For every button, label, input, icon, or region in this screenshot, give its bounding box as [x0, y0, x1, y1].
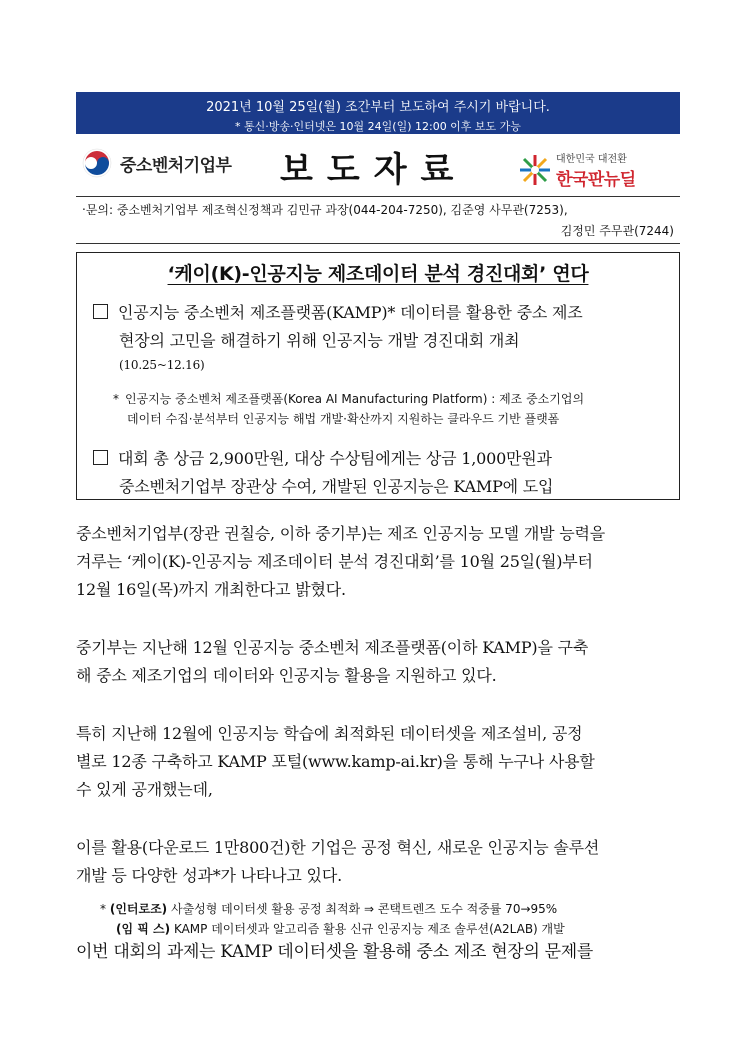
summary-bullet-1 — [93, 299, 673, 375]
checkbox-square-icon — [93, 450, 108, 465]
p2-line1: 중기부는 지난해 12월 인공지능 중소벤처 제조플랫폼(이하 KAMP)을 구축 — [76, 638, 589, 657]
contact-line2: 김정민 주무관(7244) — [560, 224, 674, 238]
p1-line2: 겨루는 ‘케이(K)-인공지능 제조데이터 분석 경진대회’를 10월 25일(월)부터 — [76, 552, 593, 571]
bullet1-line1: 인공지능 중소벤처 제조플랫폼(KAMP)* 데이터를 활용한 중소 제조 — [118, 303, 583, 322]
p1-line3: 12월 16일(목)까지 개최한다고 밝혔다. — [76, 580, 346, 599]
paragraph-4 — [76, 834, 680, 890]
p3-line3: 수 있게 공개했는데, — [76, 780, 213, 799]
summary-note — [113, 389, 673, 429]
summary-box — [76, 252, 680, 500]
checkbox-square-icon — [93, 304, 108, 319]
p4-line1: 이를 활용(다운로드 1만800건)한 기업은 공정 혁신, 새로운 인공지능 솔루션 — [76, 838, 600, 857]
paragraph-5 — [76, 938, 680, 966]
bullet1-period: (10.25~12.16) — [119, 358, 205, 372]
new-deal-name: 한국판뉴딜 — [556, 170, 636, 190]
p2-line2: 해 중소 제조기업의 데이터와 인공지능 활용을 지원하고 있다. — [76, 666, 497, 685]
contact-info — [76, 196, 680, 244]
p4-line2: 개발 등 다양한 성과*가 나타나고 있다. — [76, 866, 342, 885]
footnote2-company: (임 픽 스) — [116, 922, 171, 936]
footnote-star: * — [100, 902, 106, 916]
document-type-title: 보도자료 — [280, 150, 468, 190]
headline: ‘케이(K)-인공지능 제조데이터 분석 경진대회’ 연다 — [167, 263, 589, 285]
footnote1-company: (인터로조) — [109, 902, 168, 916]
new-deal-emblem-icon — [518, 153, 552, 187]
footnote-1 — [100, 900, 557, 917]
paragraph-3 — [76, 720, 680, 804]
embargo-line2: * 통신·방송·인터넷은 10월 24일(일) 12:00 이후 보도 가능 — [235, 120, 521, 133]
footnote1-text: 사출성형 데이터셋 활용 공정 최적화 ⇒ 콘택트렌즈 도수 적중률 70→95% — [171, 902, 558, 916]
embargo-banner — [76, 92, 680, 134]
p3-line2: 별로 12종 구축하고 KAMP 포털(www.kamp-ai.kr)을 통해 누구나 사용할 — [76, 752, 595, 771]
p5-line1: 이번 대회의 과제는 KAMP 데이터셋을 활용해 중소 제조 현장의 문제를 — [76, 942, 594, 962]
summary-bullet-2 — [93, 445, 673, 501]
note-line2: 데이터 수집·분석부터 인공지능 해법 개발·확산까지 지원하는 클라우드 기반 플랫폼 — [127, 412, 560, 426]
ministry-logo — [82, 148, 231, 178]
footnote2-text: KAMP 데이터셋과 알고리즘 활용 신규 인공지능 제조 솔루션(A2LAB) 개발 — [173, 922, 565, 936]
p1-line1: 중소벤처기업부(장관 권칠승, 이하 중기부)는 제조 인공지능 모델 개발 능력을 — [76, 524, 605, 543]
note-star: * — [113, 392, 119, 406]
footnote-2 — [116, 920, 565, 937]
contact-line1: ‧문의: 중소벤처기업부 제조혁신정책과 김민규 과장(044-204-7250), 김준영 사무관(7253), — [82, 203, 568, 217]
p3-line1: 특히 지난해 12월에 인공지능 학습에 최적화된 데이터셋을 제조설비, 공정 — [76, 724, 583, 743]
note-line1: 인공지능 중소벤처 제조플랫폼(Korea AI Manufacturing Platform) : 제조 중소기업의 — [125, 392, 585, 406]
paragraph-2 — [76, 634, 680, 690]
taegeuk-emblem-icon — [82, 148, 112, 178]
bullet2-line2: 중소벤처기업부 장관상 수여, 개발된 인공지능은 KAMP에 도입 — [119, 477, 554, 496]
bullet1-line2: 현장의 고민을 해결하기 위해 인공지능 개발 경진대회 개최 — [119, 331, 520, 350]
paragraph-1 — [76, 520, 680, 604]
new-deal-tagline: 대한민국 대전환 — [556, 154, 627, 165]
ministry-name: 중소벤처기업부 — [120, 155, 232, 176]
new-deal-logo — [518, 150, 636, 190]
bullet2-line1: 대회 총 상금 2,900만원, 대상 수상팀에게는 상금 1,000만원과 — [118, 449, 552, 468]
embargo-line1: 2021년 10월 25일(월) 조간부터 보도하여 주시기 바랍니다. — [206, 100, 550, 115]
